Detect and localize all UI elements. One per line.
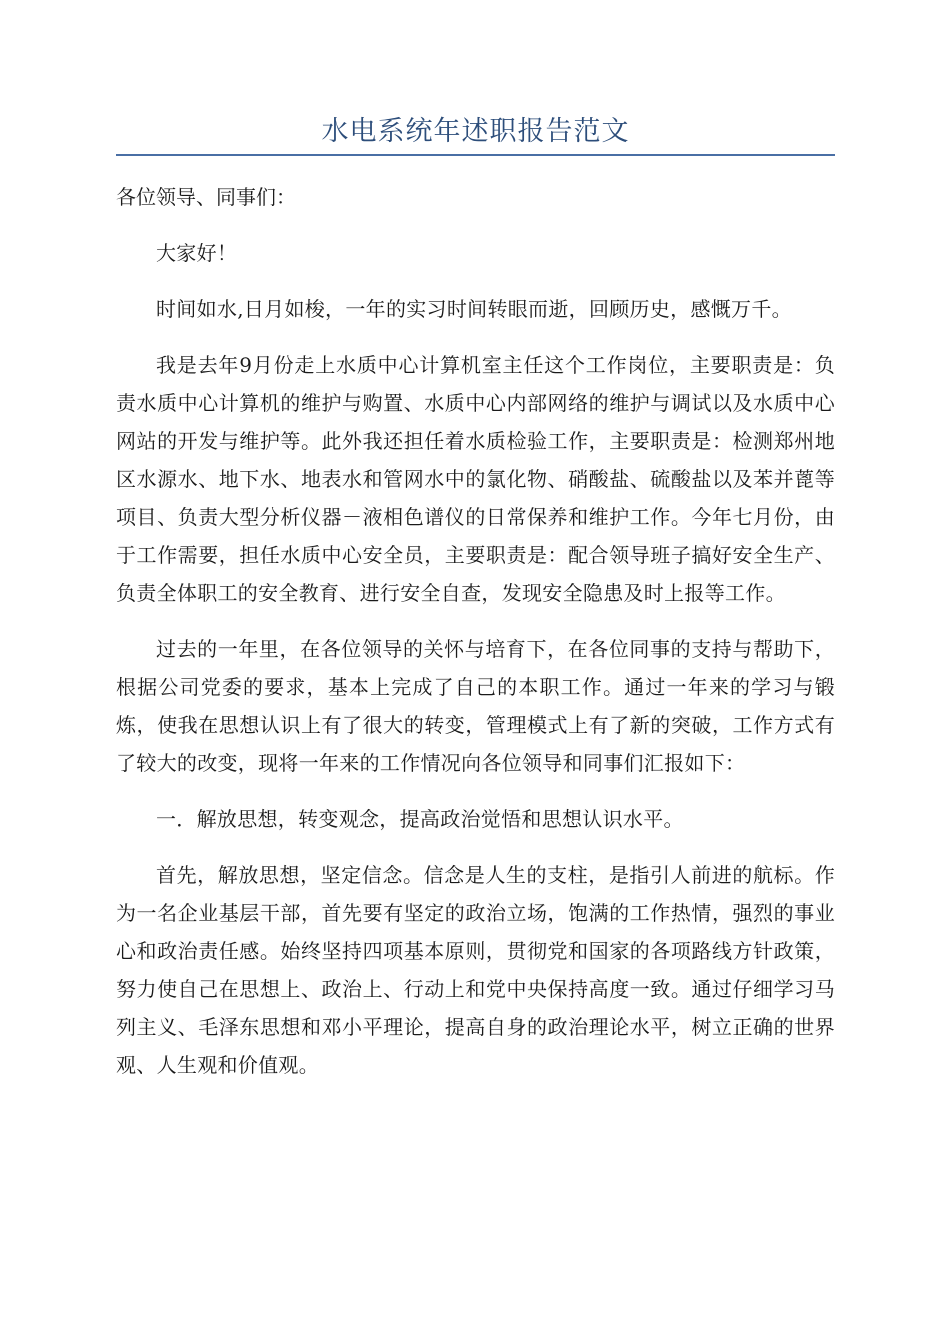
paragraph-beliefs: 首先，解放思想，坚定信念。信念是人生的支柱，是指引人前进的航标。作为一名企业基层干部，首先要有坚定的政治立场，饱满的工作热情，强烈的事业心和政治责任感。始终坚持四项基本原则，贯彻党和国家的各项路线方针政策，努力使自己在思想上、政治上、行动上和党中央保持高度一致。通过仔细学习马列主义、毛泽东思想和邓小平理论，提高自身的政治理论水平，树立正确的世界观、人生观和价值观。 bbox=[116, 863, 835, 1077]
paragraph-hello: 大家好！ bbox=[156, 241, 238, 265]
document-page bbox=[116, 112, 835, 1084]
paragraph-past-year: 过去的一年里，在各位领导的关怀与培育下，在各位同事的支持与帮助下，根据公司党委的要求，基本上完成了自己的本职工作。通过一年来的学习与锻炼，使我在思想认识上有了很大的转变，管理模式上有了新的突破，工作方式有了较大的改变，现将一年来的工作情况向各位领导和同事们汇报如下： bbox=[116, 637, 835, 775]
paragraph-duties: 我是去年9月份走上水质中心计算机室主任这个工作岗位，主要职责是：负责水质中心计算机的维护与购置、水质中心内部网络的维护与调试以及水质中心网站的开发与维护等。此外我还担任着水质检验工作，主要职责是：检测郑州地区水源水、地下水、地表水和管网水中的氯化物、硝酸盐、硫酸盐以及苯并蓖等项目、负责大型分析仪器－液相色谱仪的日常保养和维护工作。今年七月份，由于工作需要，担任水质中心安全员，主要职责是：配合领导班子搞好安全生产、负责全体职工的安全教育、进行安全自查，发现安全隐患及时上报等工作。 bbox=[116, 353, 835, 605]
greeting: 各位领导、同事们： bbox=[116, 185, 296, 209]
paragraph-time: 时间如水,日月如梭，一年的实习时间转眼而逝，回顾历史，感慨万千。 bbox=[156, 297, 792, 321]
section-heading-1: 一．解放思想，转变观念，提高政治觉悟和思想认识水平。 bbox=[156, 807, 684, 831]
document-title: 水电系统年述职报告范文 bbox=[321, 116, 630, 147]
title-underline bbox=[116, 154, 835, 156]
